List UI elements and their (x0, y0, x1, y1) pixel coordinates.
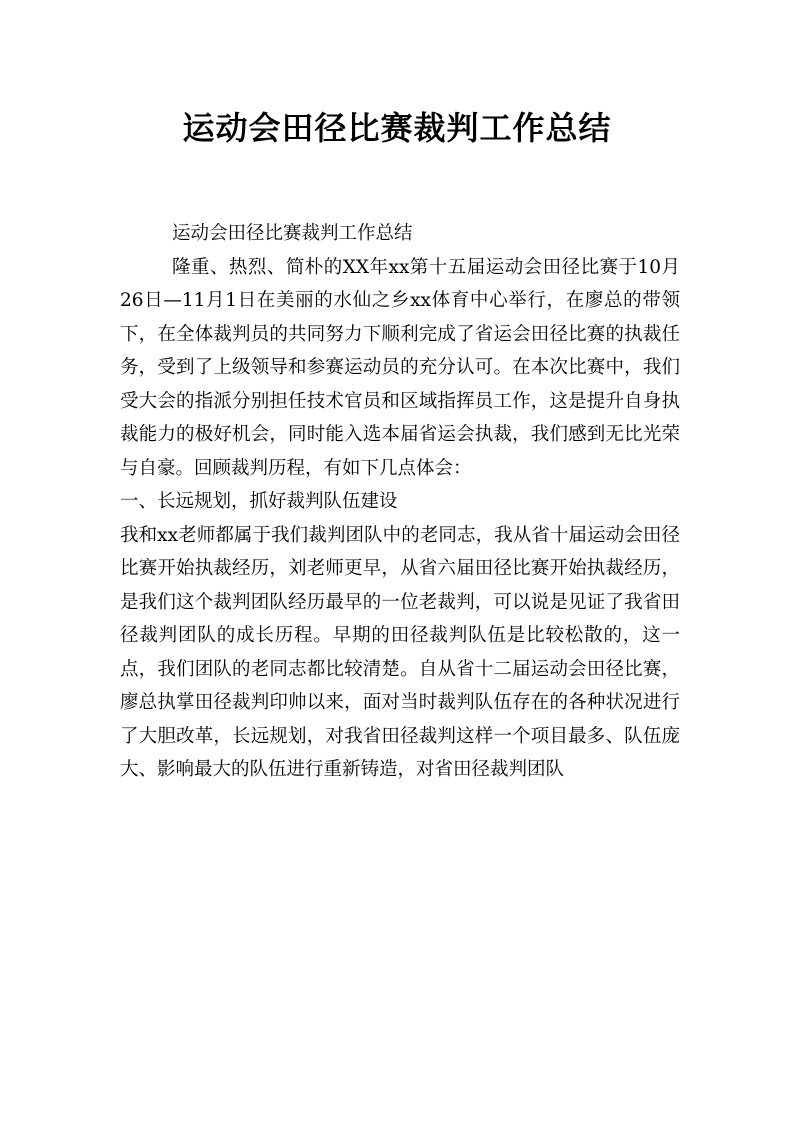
body-paragraph: 我和xx老师都属于我们裁判团队中的老同志，我从省十届运动会田径比赛开始执裁经历，刘老师更早，从省六届田径比赛开始执裁经历，是我们这个裁判团队经历最早的一位老裁判，可以说是见证了我省田径裁判团队的成长历程。早期的田径裁判队伍是比较松散的，这一点，我们团队的老同志都比较清楚。自从省十二届运动会田径比赛，廖总执掌田径裁判印帅以来，面对当时裁判队伍存在的各种状况进行了大胆改革，长远规划，对我省田径裁判这样一个项目最多、队伍庞大、影响最大的队伍进行重新铸造，对省田径裁判团队 (120, 524, 680, 780)
subtitle-paragraph: 运动会田径比赛裁判工作总结 (172, 223, 413, 244)
section-heading: 一、长远规划，抓好裁判队伍建设 (120, 491, 398, 512)
document-body (120, 217, 680, 787)
intro-paragraph: 隆重、热烈、简朴的XX年xx第十五届运动会田径比赛于10月26日—11月1日在美丽的水仙之乡xx体育中心举行，在廖总的带领下，在全体裁判员的共同努力下顺利完成了省运会田径比赛的执裁任务，受到了上级领导和参赛运动员的充分认可。在本次比赛中，我们受大会的指派分别担任技术官员和区域指挥员工作，这是提升自身执裁能力的极好机会，同时能入选本届省运会执裁，我们感到无比光荣与自豪。回顾裁判历程，有如下几点体会： (120, 256, 680, 479)
document-title: 运动会田径比赛裁判工作总结 (182, 109, 612, 147)
